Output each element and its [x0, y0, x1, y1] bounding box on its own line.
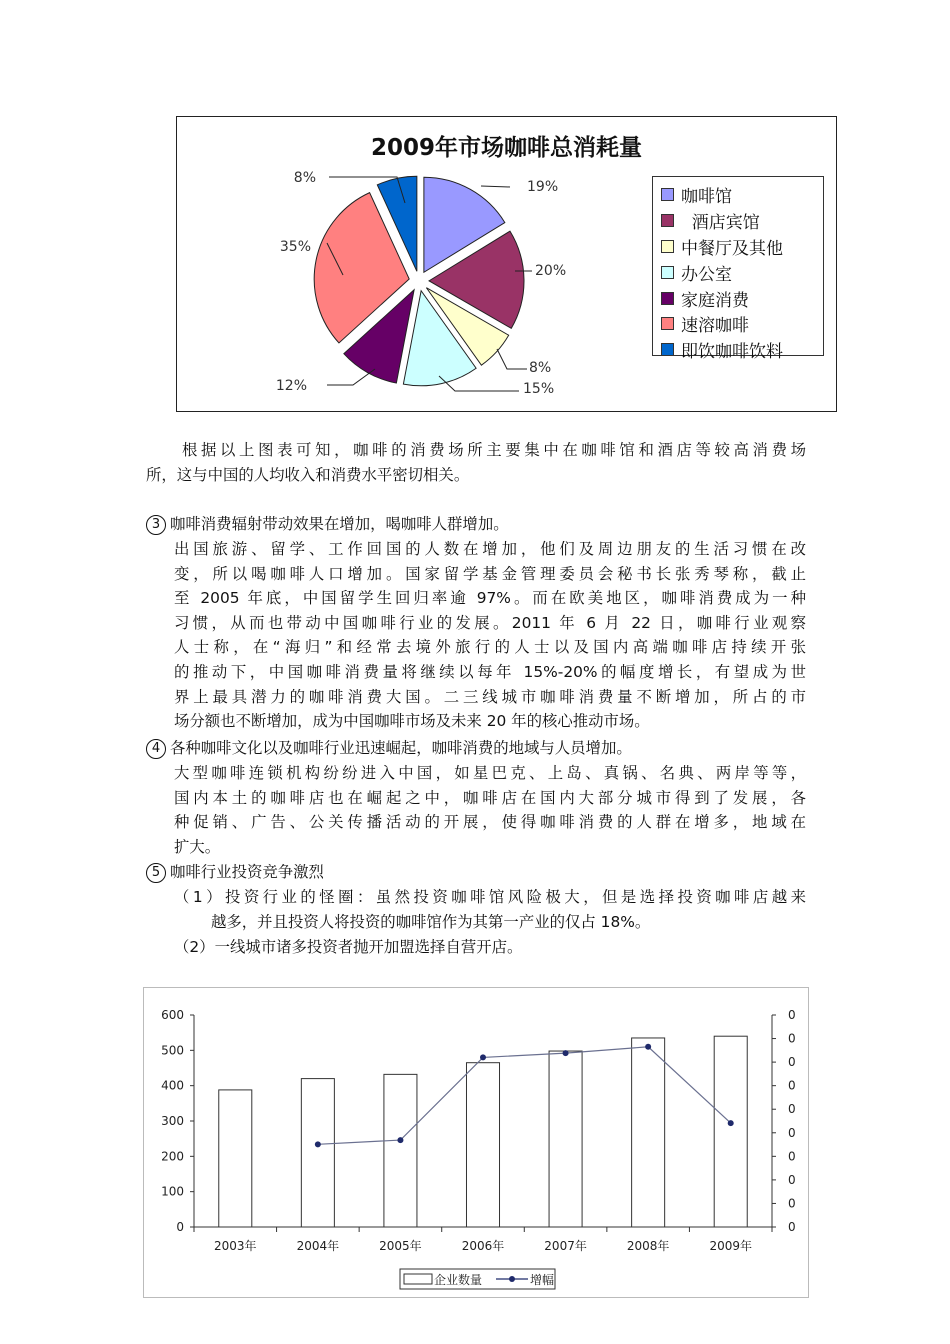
x-tick-label: 2005年 — [379, 1239, 422, 1253]
legend-item — [661, 208, 823, 234]
pie-data-label: 15% — [523, 381, 555, 397]
legend-item — [661, 311, 823, 337]
bar-5 — [549, 1051, 582, 1227]
legend-label: 中餐厅及其他 — [681, 238, 783, 259]
pie-data-label: 8% — [293, 170, 316, 186]
y-tick-label: 600 — [161, 1008, 184, 1022]
x-tick-label: 2004年 — [296, 1239, 340, 1253]
y2-tick-label: 0 — [788, 1220, 796, 1234]
circled-number: 5 — [146, 863, 166, 883]
section-4-line-3: 种促销、广告、公关传播活动的开展，使得咖啡消费的人群在增多，地域在 — [174, 813, 806, 832]
y2-tick-label: 0 — [788, 1055, 796, 1070]
growth-line — [318, 1047, 731, 1145]
section-5-item-2 — [174, 935, 522, 960]
paragraph-summary-line-1: 根据以上图表可知，咖啡的消费场所主要集中在咖啡馆和酒店等较高消费场 — [182, 441, 806, 459]
pie-chart-frame — [176, 116, 837, 412]
y-tick-label: 400 — [161, 1078, 184, 1093]
legend-swatch — [661, 240, 674, 253]
legend-label: 速溶咖啡 — [681, 316, 749, 337]
legend-swatch — [661, 292, 674, 305]
bar-1 — [219, 1090, 252, 1227]
section-4-heading — [146, 736, 632, 761]
growth-point — [397, 1137, 403, 1143]
section-3-line-7: 界上最具潜力的咖啡消费大国。二三线城市咖啡消费量不断增加，所占的市 — [174, 687, 806, 706]
circled-number: 4 — [146, 739, 166, 759]
x-tick-label: 2007年 — [544, 1239, 587, 1253]
section-3-title: 咖啡消费辐射带动效果在增加，喝咖啡人群增加。 — [170, 515, 509, 533]
legend-item — [661, 259, 823, 285]
pie-chart-title: 2009年市场咖啡总消耗量 — [370, 135, 642, 161]
section-5-item-1 — [174, 885, 806, 910]
section-3-line-6: 的推动下，中国咖啡消费量将继续以每年 15%-20%的幅度增长，有望成为世 — [174, 662, 806, 681]
growth-point — [480, 1054, 486, 1060]
section-3-body — [174, 537, 806, 734]
x-tick-label: 2006年 — [461, 1239, 505, 1253]
x-tick-label: 2009年 — [709, 1239, 752, 1253]
y-tick-label: 200 — [161, 1149, 184, 1164]
circled-number: 3 — [146, 515, 166, 535]
pie-legend — [652, 176, 824, 363]
y2-tick-label: 0 — [788, 1172, 796, 1187]
item-2-number: （2） — [174, 938, 215, 956]
y-tick-label: 500 — [161, 1043, 184, 1058]
legend-item — [661, 337, 823, 363]
section-4-line-4: 扩大。 — [174, 837, 221, 856]
y2-tick-label: 0 — [788, 1008, 796, 1022]
paragraph-summary-line-2: 所，这与中国的人均收入和消费水平密切相关。 — [146, 466, 470, 484]
section-3-heading — [146, 512, 509, 537]
pie-chart — [177, 117, 647, 413]
y-tick-label: 0 — [176, 1220, 184, 1234]
y2-tick-label: 0 — [788, 1125, 796, 1140]
section-5-heading — [146, 860, 324, 885]
legend-swatch — [661, 214, 674, 227]
section-4-body — [174, 761, 806, 859]
bar-chart-legend — [400, 1269, 555, 1289]
legend-swatch-bar — [404, 1274, 432, 1284]
item-1-number: （1） — [174, 888, 225, 906]
pie-data-label: 20% — [535, 263, 567, 279]
item-1-text: 投资行业的怪圈：虽然投资咖啡馆风险极大，但是选择投资咖啡店越来 — [224, 888, 806, 906]
x-tick-label: 2003年 — [214, 1239, 257, 1253]
y2-tick-label: 0 — [788, 1078, 796, 1093]
bar-2 — [301, 1079, 334, 1227]
legend-swatch — [661, 266, 674, 279]
section-3-line-4: 习惯，从而也带动中国咖啡行业的发展。2011 年 6 月 22 日，咖啡行业观察 — [174, 613, 806, 632]
x-tick-label: 2008年 — [626, 1239, 670, 1253]
bar-chart-frame — [143, 987, 809, 1298]
legend-item — [661, 234, 823, 260]
growth-point — [315, 1141, 321, 1147]
section-3-line-8: 场分额也不断增加，成为中国咖啡市场及未来 20 年的核心推动市场。 — [174, 712, 650, 731]
section-4-title: 各种咖啡文化以及咖啡行业迅速崛起，咖啡消费的地域与人员增加。 — [170, 739, 632, 757]
y2-tick-label: 0 — [788, 1102, 796, 1117]
legend-marker — [509, 1276, 515, 1282]
paragraph-summary — [146, 438, 806, 463]
legend-label: 即饮咖啡饮料 — [681, 342, 783, 363]
legend-label: 企业数量 — [434, 1273, 483, 1287]
section-3-line-3: 至 2005 年底，中国留学生回归率逾 97%。而在欧美地区，咖啡消费成为一种 — [174, 589, 806, 608]
legend-label: 咖啡馆 — [681, 187, 732, 208]
growth-point — [728, 1120, 734, 1126]
pie-data-label: 8% — [529, 360, 552, 376]
y-tick-label: 300 — [161, 1114, 184, 1128]
y-tick-label: 100 — [161, 1184, 184, 1199]
pie-data-label: 12% — [275, 378, 307, 394]
pie-data-label: 19% — [527, 179, 559, 195]
legend-item — [661, 182, 823, 208]
growth-point — [645, 1044, 651, 1050]
bar-4 — [466, 1063, 499, 1227]
bar-6 — [632, 1038, 665, 1227]
section-3-line-5: 人士称，在“海归”和经常去境外旅行的人士以及国内高端咖啡店持续开张 — [174, 638, 806, 657]
growth-point — [563, 1050, 569, 1056]
section-5-title: 咖啡行业投资竞争激烈 — [170, 863, 324, 881]
section-3-line-2: 变，所以喝咖啡人口增加。国家留学基金管理委员会秘书长张秀琴称，截止 — [174, 564, 806, 583]
legend-swatch — [661, 343, 674, 356]
bar-7 — [714, 1036, 747, 1227]
y2-tick-label: 0 — [788, 1196, 796, 1211]
legend-label: 家庭消费 — [681, 290, 749, 311]
legend-swatch — [661, 188, 674, 201]
section-4-line-1: 大型咖啡连锁机构纷纷进入中国，如星巴克、上岛、真锅、名典、两岸等等， — [174, 764, 806, 782]
legend-label: 增幅 — [530, 1273, 555, 1287]
y2-tick-label: 0 — [788, 1149, 796, 1164]
item-2-text: 一线城市诸多投资者抛开加盟选择自营开店。 — [214, 938, 523, 956]
legend-swatch — [661, 317, 674, 330]
section-3-line-1: 出国旅游、留学、工作回国的人数在增加，他们及周边朋友的生活习惯在改 — [174, 540, 806, 558]
pie-data-label: 35% — [279, 239, 311, 255]
legend-label: 办公室 — [681, 264, 732, 285]
section-4-line-2: 国内本土的咖啡店也在崛起之中，咖啡店在国内大部分城市得到了发展，各 — [174, 788, 806, 807]
y2-tick-label: 0 — [788, 1031, 796, 1046]
pie-leader-line — [481, 186, 510, 187]
item-1-line-2: 越多，并且投资人将投资的咖啡馆作为其第一产业的仅占 18%。 — [211, 913, 651, 931]
pie-leader-line — [497, 349, 527, 369]
item-1-line-1 — [174, 885, 806, 910]
bar-line-chart — [144, 988, 808, 1297]
legend-label: 酒店宾馆 — [681, 213, 760, 234]
legend-item — [661, 285, 823, 311]
bar-3 — [384, 1074, 417, 1227]
